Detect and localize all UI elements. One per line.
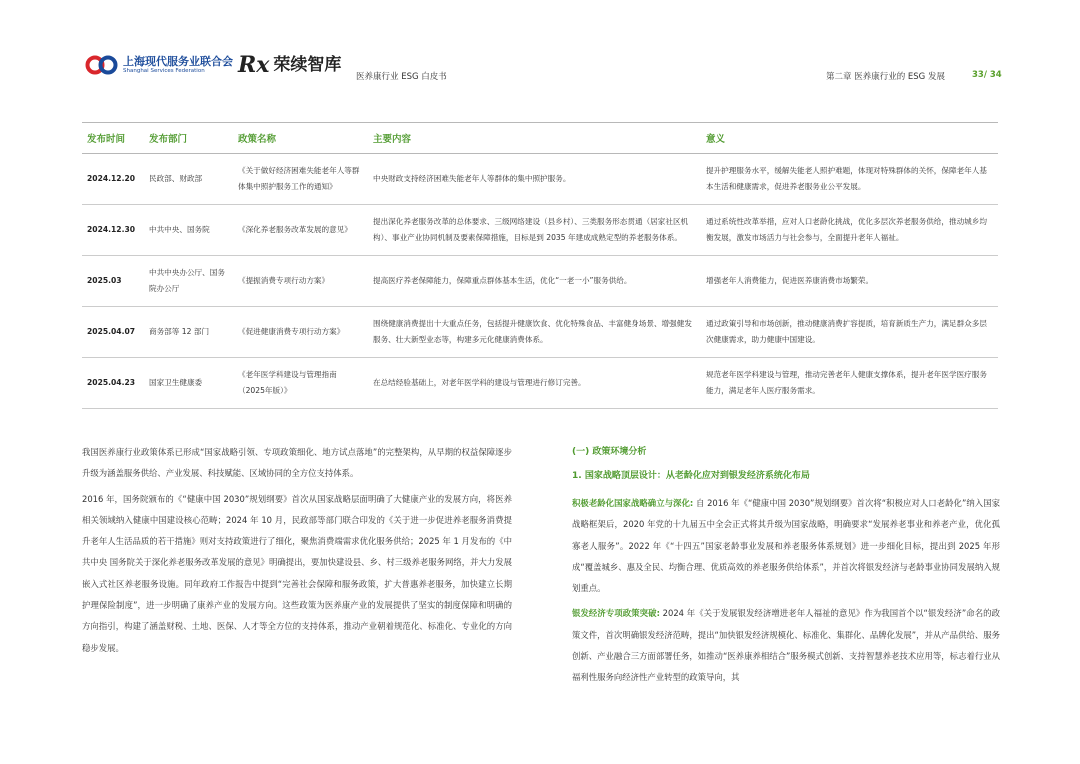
cell-department: 中共中央办公厅、国务院办公厅 (144, 256, 233, 307)
subsection-heading: 1. 国家战略顶层设计：从老龄化应对到银发经济系统化布局 (572, 471, 810, 481)
page-header (0, 0, 1080, 90)
cell-significance: 通过系统性改革举措，应对人口老龄化挑战，优化多层次养老服务供给，推动城乡均衡发展，激发市场活力与社会参与，全面提升老年人福祉。 (701, 205, 998, 256)
cell-content: 在总结经验基础上，对老年医学科的建设与管理进行修订完善。 (368, 358, 701, 409)
left-column (82, 442, 512, 663)
cell-content: 提高医疗养老保障能力，保障重点群体基本生活，优化“一老一小”服务供给。 (368, 256, 701, 307)
document-title: 医养康行业 ESG 白皮书 (356, 72, 447, 82)
policy-table (82, 122, 998, 409)
header-content: 主要内容 (368, 123, 701, 154)
cell-policy-name: 《关于做好经济困难失能老年人等群体集中照护服务工作的通知》 (233, 154, 368, 205)
federation-name-cn: 上海现代服务业联合会 (123, 54, 233, 68)
rx-mark-icon: Rx (238, 52, 270, 78)
cell-content: 中央财政支持经济困难失能老年人等群体的集中照护服务。 (368, 154, 701, 205)
cell-department: 商务部等 12 部门 (144, 307, 233, 358)
table-row (82, 205, 998, 256)
cell-date: 2025.04.23 (82, 358, 144, 409)
cell-policy-name: 《老年医学科建设与管理指南（2025年版）》 (233, 358, 368, 409)
table-row (82, 154, 998, 205)
cell-content: 提出深化养老服务改革的总体要求、三级网络建设（县乡村）、三类服务形态贯通（居家社区机构）、事业产业协同机制及要素保障措施，目标是到 2035 年建成成熟定型的养老服务体系。 (368, 205, 701, 256)
table-header-row (82, 123, 998, 154)
policy-history-paragraph: 2016 年，国务院颁布的《“健康中国 2030”规划纲要》首次从国家战略层面明确了大健康产业的发展方向，将医养相关领域纳入健康中国建设核心范畴；2024 年 10 月，民政部等部门联合印发的《关于进一步促进养老服务消费提升老年人生活品质的若干措施》则对支持政策进行了细化，聚焦消费端需求优化服务供给；2025 年 1 月发布的《中共中央 国务院关于深化养老服务改革发展的意见》明确提出，要加快建设县、乡、村三级养老服务网络，并大力发展嵌入式社区养老服务设施。同年政府工作报告中提到“完善社会保障和服务政策，扩大普惠养老服务，加快建立长期护理保险制度”，进一步明确了康养产业的发展方向。这些政策为医养康产业的发展提供了坚实的制度保障和明确的方向指引，构建了涵盖财税、土地、医保、人才等全方位的支持体系，推动产业朝着规范化、标准化、专业化的方向稳步发展。 (82, 493, 512, 653)
table-row (82, 256, 998, 307)
header-date: 发布时间 (82, 123, 144, 154)
cell-significance: 提升护理服务水平，缓解失能老人照护难题，体现对特殊群体的关怀，保障老年人基本生活和健康需求，促进养老服务业公平发展。 (701, 154, 998, 205)
rongxu-logo (238, 52, 341, 78)
cell-significance: 规范老年医学科建设与管理，推动完善老年人健康支撑体系，提升老年医学医疗服务能力，满足老年人医疗服务需求。 (701, 358, 998, 409)
cell-department: 民政部、财政部 (144, 154, 233, 205)
header-department: 发布部门 (144, 123, 233, 154)
header-policy-name: 政策名称 (233, 123, 368, 154)
right-column (572, 442, 1000, 693)
cell-policy-name: 《提振消费专项行动方案》 (233, 256, 368, 307)
chapter-title: 第二章 医养康行业的 ESG 发展 (826, 72, 945, 82)
cell-policy-name: 《促进健康消费专项行动方案》 (233, 307, 368, 358)
cell-date: 2025.03 (82, 256, 144, 307)
page-number: 33/ 34 (972, 70, 1002, 80)
cell-date: 2024.12.20 (82, 154, 144, 205)
intro-paragraph: 我国医养康行业政策体系已形成“国家战略引领、专项政策细化、地方试点落地”的完整架构，从早期的权益保障逐步升级为涵盖服务供给、产业发展、科技赋能、区域协同的全方位支持体系。 (82, 447, 512, 479)
table-row (82, 358, 998, 409)
strategy-lead: 积极老龄化国家战略确立与深化: (572, 498, 694, 508)
cell-significance: 增强老年人消费能力，促进医养康消费市场繁荣。 (701, 256, 998, 307)
strategy-paragraph (572, 493, 1000, 599)
table-row (82, 307, 998, 358)
cell-significance: 通过政策引导和市场创新，推动健康消费扩容提质，培育新质生产力，满足群众多层次健康需求，助力健康中国建设。 (701, 307, 998, 358)
silver-economy-text: 2024 年《关于发展银发经济增进老年人福祉的意见》作为我国首个以“银发经济”命名的政策文件，首次明确银发经济范畴，提出“加快银发经济规模化、标准化、集群化、品牌化发展”，并从产品供给、服务创新、产业融合三方面部署任务，如推动“医养康养相结合”服务模式创新、支持智慧养老技术应用等，标志着行业从福利性服务向经济性产业转型的政策导向，其 (572, 608, 1000, 683)
cell-date: 2025.04.07 (82, 307, 144, 358)
rongxu-name: 荣续智库 (273, 55, 342, 75)
cell-date: 2024.12.30 (82, 205, 144, 256)
federation-logo (85, 52, 233, 78)
strategy-text: 自 2016 年《“健康中国 2030”规划纲要》首次将“积极应对人口老龄化”纳入国家战略框架后，2020 年党的十九届五中全会正式将其升级为国家战略，明确要求“发展养老事业和养老产业，优化孤寡老人服务”。2022 年《“十四五”国家老龄事业发展和养老服务体系规划》进一步细化目标，提出到 2025 年形成“覆盖城乡、惠及全民、均衡合理、优质高效的养老服务供给体系”，并首次将银发经济与老龄事业协同发展纳入规划重点。 (572, 498, 1000, 594)
header-significance: 意义 (701, 123, 998, 154)
cell-policy-name: 《深化养老服务改革发展的意见》 (233, 205, 368, 256)
silver-economy-lead: 银发经济专项政策突破: (572, 608, 660, 619)
federation-name-en: Shanghai Services Federation (123, 67, 205, 74)
cell-department: 国家卫生健康委 (144, 358, 233, 409)
section-heading: (一) 政策环境分析 (572, 447, 647, 457)
cell-content: 围绕健康消费提出十大重点任务，包括提升健康饮食、优化特殊食品、丰富健身场景、增强健发服务、壮大新型业态等，构建多元化健康消费体系。 (368, 307, 701, 358)
cell-department: 中共中央、国务院 (144, 205, 233, 256)
federation-logo-icon (85, 52, 119, 78)
silver-economy-paragraph (572, 603, 1000, 688)
